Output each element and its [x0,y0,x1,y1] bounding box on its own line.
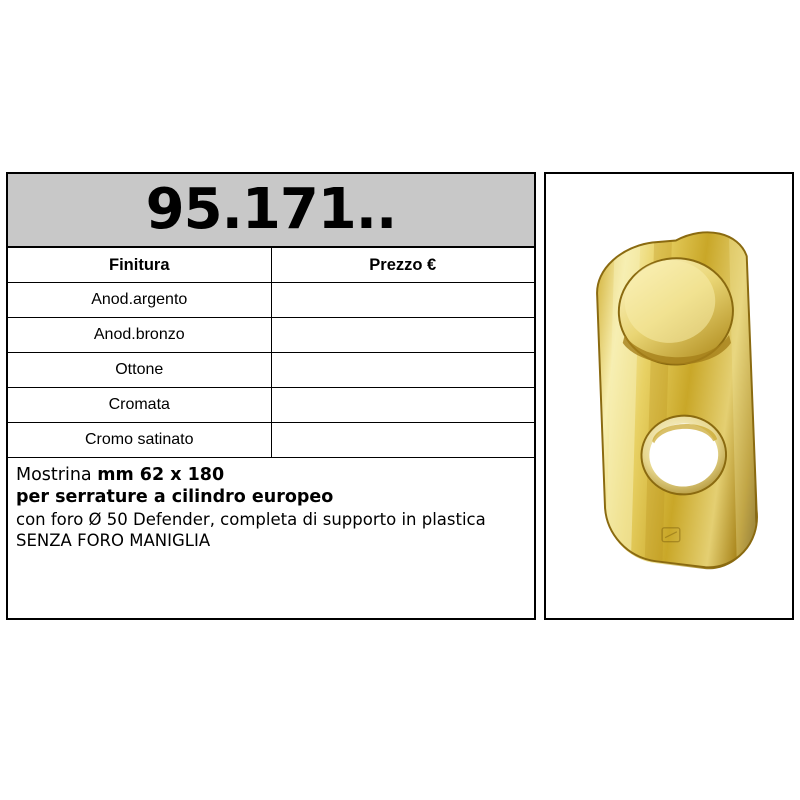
description-line-1 [16,464,526,486]
product-description [8,458,534,618]
table-row [8,283,534,318]
table-row [8,318,534,353]
price-cell [271,353,534,388]
table-row [8,353,534,388]
finish-name: Cromata [8,388,271,423]
finish-name: Anod.argento [8,283,271,318]
column-header-prezzo: Prezzo € [271,248,534,283]
description-line-4: SENZA FORO MANIGLIA [16,530,211,550]
price-cell [271,318,534,353]
column-header-finitura: Finitura [8,248,271,283]
finish-price-table [8,248,534,458]
product-code-band [8,174,534,248]
product-info-panel [6,172,536,620]
price-cell [271,388,534,423]
table-row [8,388,534,423]
table-header-row [8,248,534,283]
description-line-1-dimensions: mm 62 x 180 [97,465,225,485]
product-card [6,172,794,620]
price-cell [271,283,534,318]
product-image-panel [544,172,794,620]
description-line-2: per serrature a cilindro europeo [16,487,334,508]
description-line-1-prefix: Mostrina [16,465,98,485]
price-cell [271,423,534,458]
description-line-3: con foro Ø 50 Defender, completa di supporto in plastica [16,509,486,529]
table-row [8,423,534,458]
finish-name: Ottone [8,353,271,388]
finish-name: Anod.bronzo [8,318,271,353]
brass-escutcheon-plate-image [546,174,792,618]
finish-name: Cromo satinato [8,423,271,458]
product-code: 95.171.. [145,177,397,242]
